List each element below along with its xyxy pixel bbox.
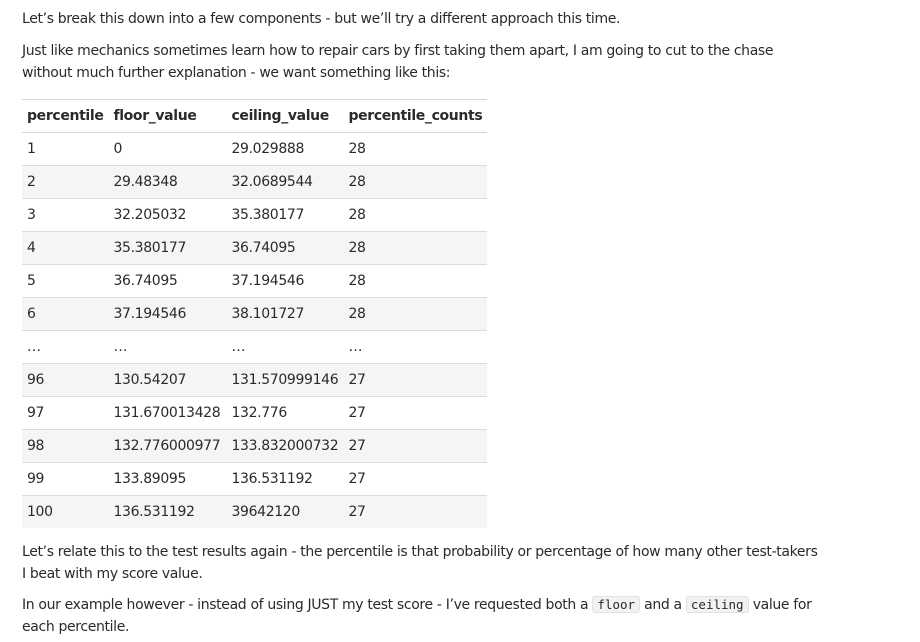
table-row <box>22 166 487 199</box>
cell-ceiling-value: 132.776 <box>226 397 343 430</box>
header-floor-value: floor_value <box>108 100 226 133</box>
cell-percentile: 6 <box>22 298 108 331</box>
cell-percentile: 98 <box>22 430 108 463</box>
table-row <box>22 463 487 496</box>
cell-percentile: 4 <box>22 232 108 265</box>
paragraph-intro: Let’s break this down into a few components - but we’ll try a different approach this time. <box>22 11 621 27</box>
cell-percentile-counts: 28 <box>343 232 487 265</box>
cell-percentile: 97 <box>22 397 108 430</box>
cell-ceiling-value: 133.832000732 <box>226 430 343 463</box>
cell-percentile-counts: 28 <box>343 298 487 331</box>
cell-ceiling-value: 35.380177 <box>226 199 343 232</box>
cell-floor-value: 133.89095 <box>108 463 226 496</box>
cell-ceiling-value: 32.0689544 <box>226 166 343 199</box>
paragraph-example <box>22 594 832 638</box>
percentile-table <box>22 99 487 528</box>
table-row <box>22 397 487 430</box>
cell-floor-value: 29.48348 <box>108 166 226 199</box>
cell-percentile: … <box>22 331 108 364</box>
table-row <box>22 430 487 463</box>
cell-percentile-counts: 28 <box>343 199 487 232</box>
cell-percentile-counts: 27 <box>343 430 487 463</box>
table-row <box>22 364 487 397</box>
cell-ceiling-value: 136.531192 <box>226 463 343 496</box>
cell-floor-value: 136.531192 <box>108 496 226 529</box>
cell-percentile-counts: 27 <box>343 496 487 529</box>
cell-floor-value: 131.670013428 <box>108 397 226 430</box>
table-row-ellipsis <box>22 331 487 364</box>
paragraph-example-text-1: In our example however - instead of using JUST my test score - I’ve requested both a <box>22 597 589 613</box>
cell-percentile-counts: … <box>343 331 487 364</box>
code-floor: floor <box>592 596 640 613</box>
cell-percentile-counts: 28 <box>343 265 487 298</box>
paragraph-relate: Let’s relate this to the test results again - the percentile is that probability or percentage of how many other test-takers I beat with my score value. <box>22 544 818 582</box>
cell-percentile: 99 <box>22 463 108 496</box>
table-row <box>22 496 487 529</box>
cell-ceiling-value: 38.101727 <box>226 298 343 331</box>
cell-ceiling-value: … <box>226 331 343 364</box>
table-row <box>22 199 487 232</box>
header-ceiling-value: ceiling_value <box>226 100 343 133</box>
cell-percentile: 3 <box>22 199 108 232</box>
cell-ceiling-value: 29.029888 <box>226 133 343 166</box>
table-row <box>22 133 487 166</box>
table-row <box>22 298 487 331</box>
cell-percentile: 5 <box>22 265 108 298</box>
cell-floor-value: 35.380177 <box>108 232 226 265</box>
cell-percentile-counts: 28 <box>343 133 487 166</box>
table-row <box>22 232 487 265</box>
cell-percentile-counts: 28 <box>343 166 487 199</box>
cell-ceiling-value: 39642120 <box>226 496 343 529</box>
paragraph-example-text-2: and a <box>644 597 682 613</box>
table-header-row <box>22 100 487 133</box>
cell-percentile-counts: 27 <box>343 463 487 496</box>
cell-floor-value: 37.194546 <box>108 298 226 331</box>
cell-percentile: 1 <box>22 133 108 166</box>
cell-ceiling-value: 36.74095 <box>226 232 343 265</box>
table-row <box>22 265 487 298</box>
code-ceiling: ceiling <box>686 596 749 613</box>
cell-ceiling-value: 131.570999146 <box>226 364 343 397</box>
cell-percentile: 100 <box>22 496 108 529</box>
paragraph-mechanics: Just like mechanics sometimes learn how to repair cars by first taking them apart, I am going to cut to the chase without much further explanation - we want something like this: <box>22 43 774 81</box>
cell-percentile-counts: 27 <box>343 364 487 397</box>
header-percentile-counts: percentile_counts <box>343 100 487 133</box>
paragraph-example-text-3: value for each percentile. <box>22 597 812 635</box>
cell-floor-value: 36.74095 <box>108 265 226 298</box>
header-percentile: percentile <box>22 100 108 133</box>
cell-percentile: 2 <box>22 166 108 199</box>
cell-floor-value: 32.205032 <box>108 199 226 232</box>
cell-percentile: 96 <box>22 364 108 397</box>
cell-ceiling-value: 37.194546 <box>226 265 343 298</box>
cell-percentile-counts: 27 <box>343 397 487 430</box>
cell-floor-value: 130.54207 <box>108 364 226 397</box>
cell-floor-value: … <box>108 331 226 364</box>
cell-floor-value: 0 <box>108 133 226 166</box>
cell-floor-value: 132.776000977 <box>108 430 226 463</box>
